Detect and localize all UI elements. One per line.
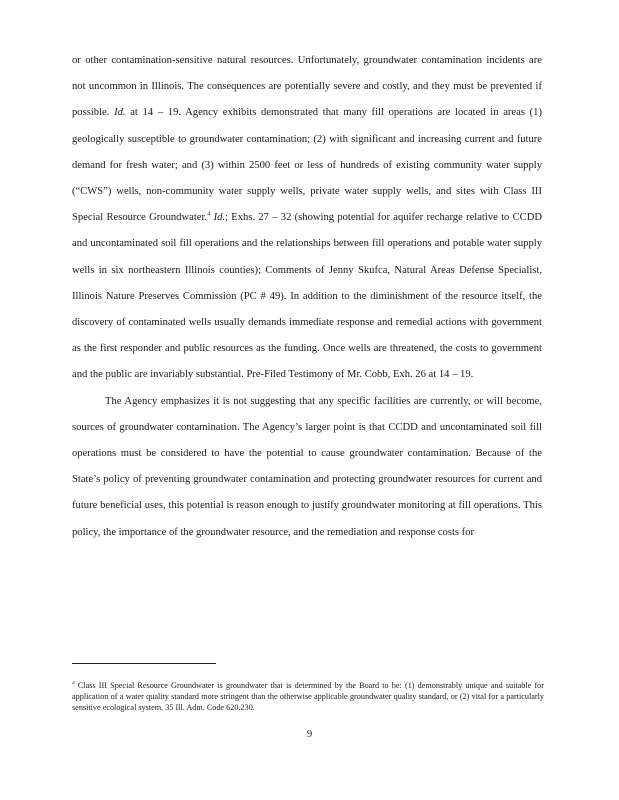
footnote-text: Class III Special Resource Groundwater is groundwater that is determined by the Board to be: (1) demonstrably unique and suitable for application of a water quality standard more stringent than the otherwise applicable groundwater quality standard, or (2) vital for a particularly sensitive ecological system. 35 Ill. Adm. Code 620.230. xyxy=(72,681,544,713)
body-text xyxy=(72,48,542,546)
footnote xyxy=(72,680,544,714)
footnote-divider xyxy=(72,663,216,664)
paragraph-1-part-a: or other contamination-sensitive natural resources. Unfortunately, groundwater contamination incidents are not uncommon in Illinois. The consequences are potentially severe and costly, and they must be prevented if possible. xyxy=(72,55,542,119)
id-citation-1: Id. xyxy=(114,107,126,119)
paragraph-1-part-b: at 14 – 19. Agency exhibits demonstrated that many fill operations are located in areas (1) geologically susceptible to groundwater contamination; (2) with significant and increasing current and future demand for fresh water; and (3) within 2500 feet or less of hundreds of existing community water supply (“CWS”) wells, non-community water supply wells, private water supply wells, and sites with Class III Special Resource Groundwater. xyxy=(72,107,542,224)
footnote-mark: 4 xyxy=(72,680,75,687)
paragraph-2: The Agency emphasizes it is not suggesting that any specific facilities are currently, or will become, sources of groundwater contamination. The Agency’s larger point is that CCDD and uncontaminated soil fill operations must be considered to have the potential to cause groundwater contamination. Because of the State’s policy of preventing groundwater contamination and protecting groundwater resources for current and future beneficial uses, this potential is reason enough to justify groundwater monitoring at fill operations. This policy, the importance of the groundwater resource, and the remediation and response costs for xyxy=(72,395,542,538)
paragraph-1 xyxy=(72,48,542,389)
id-citation-2: Id. xyxy=(213,212,226,224)
page-number: 9 xyxy=(306,729,313,740)
paragraph-1-part-c: ; Exhs. 27 – 32 (showing potential for aquifer recharge relative to CCDD and uncontaminated soil fill operations and the relationships between fill operations and potable water supply wells in six northeastern Illinois counties); Comments of Jenny Skufca, Natural Areas Defense Specialist, Illinois Nature Preserves Commission (PC # 49). In addition to the diminishment of the resource itself, the discovery of contaminated wells usually demands immediate response and remedial actions with government as the first responder and public resources as the funding. Once wells are threatened, the costs to government and the public are invariably substantial. Pre-Filed Testimony of Mr. Cobb, Exh. 26 at 14 – 19. xyxy=(72,212,542,381)
footnote-reference[interactable]: 4 xyxy=(207,210,211,218)
